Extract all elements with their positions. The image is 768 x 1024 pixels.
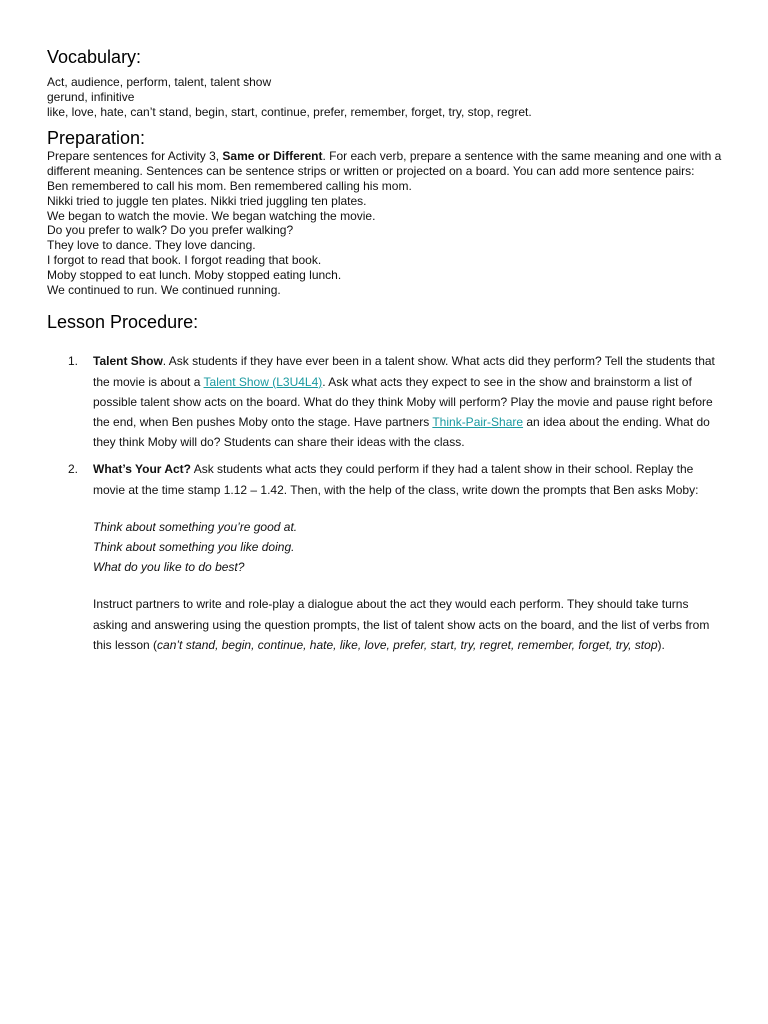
- procedure-step-2: [47, 459, 728, 655]
- talent-show-link[interactable]: Talent Show (L3U4L4): [203, 374, 323, 389]
- vocabulary-line: like, love, hate, can’t stand, begin, start, continue, prefer, remember, forget, try, stop, regret.: [47, 104, 532, 119]
- sentence-pair: Nikki tried to juggle ten plates. Nikki tried juggling ten plates.: [47, 193, 367, 208]
- vocabulary-heading: Vocabulary:: [47, 47, 142, 67]
- instruct-text: Instruct partners to write and role-play a dialogue about the act they would each perform. They should take turns asking and answering using the question prompts, the list of talent show acts on the board, and the list of verbs from this lesson (: [93, 597, 710, 652]
- step-text: Ask students what acts they could perform if they had a talent show in their school. Replay the movie at the time stamp 1.12 – 1.42. Then, with the help of the class, write down the prompts that Ben asks Moby:: [93, 462, 699, 497]
- vocabulary-line: Act, audience, perform, talent, talent show: [47, 75, 272, 89]
- sentence-pair: Ben remembered to call his mom. Ben remembered calling his mom.: [47, 178, 412, 193]
- prompt-line: What do you like to do best?: [93, 560, 245, 575]
- intro-text: Prepare sentences for Activity 3,: [47, 149, 223, 164]
- step-text: an idea about the ending. What do they think Moby will do? Students can share their ideas with the class.: [93, 414, 710, 450]
- instructions-paragraph: [93, 594, 718, 655]
- step-text: . Ask what acts they expect to see in the show and brainstorm a list of possible talent show acts on the board. What do they think Moby will perform? Play the movie and pause right before the end, when Ben pushes Moby onto the stage. Have partners: [93, 374, 713, 429]
- question-prompts: [93, 517, 718, 578]
- prompt-line: Think about something you like doing.: [93, 539, 295, 554]
- vocabulary-list: [47, 75, 728, 119]
- prompt-line: Think about something you’re good at.: [93, 519, 298, 534]
- step-number: 1.: [68, 354, 79, 369]
- instruct-text: ).: [657, 637, 665, 652]
- think-pair-share-link[interactable]: Think-Pair-Share: [432, 414, 524, 429]
- step-number: 2.: [68, 462, 79, 477]
- step-title: Talent Show: [93, 354, 163, 369]
- preparation-heading: Preparation:: [47, 128, 146, 149]
- sentence-pair: Moby stopped to eat lunch. Moby stopped eating lunch.: [47, 267, 342, 282]
- sentence-pair: Do you prefer to walk? Do you prefer walking?: [47, 223, 294, 238]
- sentence-pair: We began to watch the movie. We began watching the movie.: [47, 208, 376, 223]
- step-title: What’s Your Act?: [93, 462, 192, 477]
- preparation-intro: [47, 149, 728, 179]
- procedure-heading: Lesson Procedure:: [47, 312, 199, 333]
- sentence-pair: They love to dance. They love dancing.: [47, 238, 256, 253]
- verb-list: can’t stand, begin, continue, hate, like, love, prefer, start, try, regret, remember, forget, try, stop: [157, 637, 658, 652]
- step-text: . Ask students if they have ever been in a talent show. What acts did they perform? Tell the students that the movie is about a: [93, 354, 715, 389]
- intro-text: . For each verb, prepare a sentence with the same meaning and one with a different meaning. Sentences can be sentence strips or written or projected on a board. You can add more sentence pairs:: [47, 149, 722, 179]
- procedure-list: [47, 351, 728, 655]
- sentence-pair: I forgot to read that book. I forgot reading that book.: [47, 252, 322, 267]
- preparation-section: [47, 149, 728, 297]
- vocabulary-line: gerund, infinitive: [47, 89, 135, 104]
- activity-name: Same or Different: [222, 149, 323, 164]
- procedure-step-1: [47, 351, 728, 452]
- sentence-pair: We continued to run. We continued running.: [47, 282, 281, 297]
